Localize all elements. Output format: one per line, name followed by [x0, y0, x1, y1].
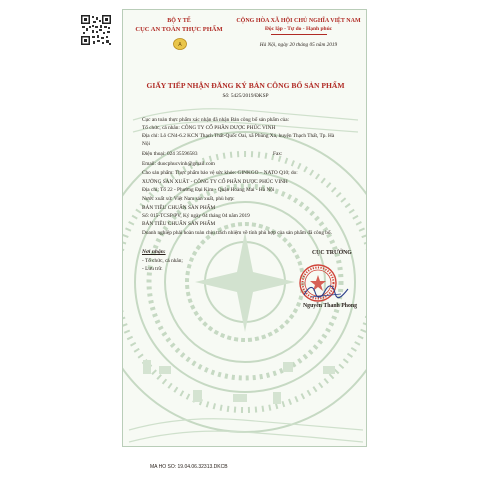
body-line-origin: Nước xuất xứ: Việt Nam sản xuất, phù hợp:: [142, 196, 235, 202]
recipient-item: - Tổ chức, cá nhân;: [142, 258, 183, 264]
ministry-emblem-icon: [173, 38, 187, 50]
department-name: CỤC AN TOÀN THỰC PHẨM: [135, 26, 223, 33]
issue-date: Hà Nội, ngày 20 tháng 05 năm 2019: [259, 42, 338, 49]
body-line-address-cont: Nội: [142, 141, 150, 147]
body-line-responsibility: Doanh nghiệp phải hoàn toàn chịu trách nhiệm về tính phù hợp của sản phẩm đã công bố.: [142, 230, 332, 236]
bronze-drum-background: [123, 10, 367, 447]
body-line-phone: Điện thoại: 024 35596583: [142, 151, 198, 157]
record-code: MA HO SO: 19.04.06.32313.DKCB: [150, 464, 228, 470]
motto-underline: [271, 34, 327, 35]
recipient-item: - Lưu trữ.: [142, 266, 163, 272]
recipients-title: Nơi nhận:: [142, 249, 166, 255]
national-header: [231, 16, 366, 48]
document-number: Số: 5425/2019/ĐKSP: [222, 93, 269, 99]
body-line-product: Cho sản phẩm: Thực phẩm bảo vệ sức khỏe: GINKGO – NATO Q10; do:: [142, 170, 298, 176]
signer-title: CỤC TRƯỞNG: [312, 250, 352, 256]
body-line-manufacturer-address: Địa chỉ: Tổ 22 - Phường Đại Kim - Quận Hoàng Mai - Hà Nội: [142, 187, 275, 193]
body-line-standard: BẢN TIÊU CHUẨN SẢN PHẨM: [142, 205, 216, 211]
national-motto: Độc lập - Tự do - Hạnh phúc: [264, 26, 333, 32]
fax-label: Fax:: [273, 151, 283, 157]
qr-code-icon: [80, 14, 112, 46]
body-line-manufacturer: XƯỞNG SẢN XUẤT - CÔNG TY CỔ PHẦN DƯỢC PHÚC VINH: [142, 179, 288, 185]
body-line-email: Email: duocphucvinh@gmail.com: [142, 161, 215, 167]
ministry-name: BỘ Y TẾ: [167, 18, 191, 24]
signer-name: Nguyễn Thanh Phong: [303, 303, 358, 309]
certificate-document: [122, 9, 367, 447]
signature-icon: [301, 283, 351, 301]
document-title: GIẤY TIẾP NHẬN ĐĂNG KÝ BẢN CÔNG BỐ SẢN PHẨM: [146, 81, 345, 90]
body-line-standard-repeat: BẢN TIÊU CHUẨN SẢN PHẨM: [142, 221, 216, 227]
issuing-authority-header: [127, 16, 231, 48]
svg-text:A: A: [178, 42, 182, 48]
body-line-organization: Tổ chức, cá nhân: CÔNG TY CỔ PHẦN DƯỢC PHÚC VINH: [142, 125, 276, 131]
country-name: CỘNG HÒA XÃ HỘI CHỦ NGHĨA VIỆT NAM: [236, 18, 361, 24]
body-line-standard-number: Số: 015-TCSP/PV, Ký ngày 04 tháng 04 năm 2019: [142, 213, 250, 219]
body-line-address: Địa chỉ: Lô CN4-6.2 KCN Thạch Thất-Quốc Oai, xã Phùng Xá, huyện Thạch Thất, Tp. Hà: [142, 133, 335, 139]
body-line-intro: Cục an toàn thực phẩm xác nhận đã nhận Bản công bố sản phẩm của:: [142, 117, 290, 123]
